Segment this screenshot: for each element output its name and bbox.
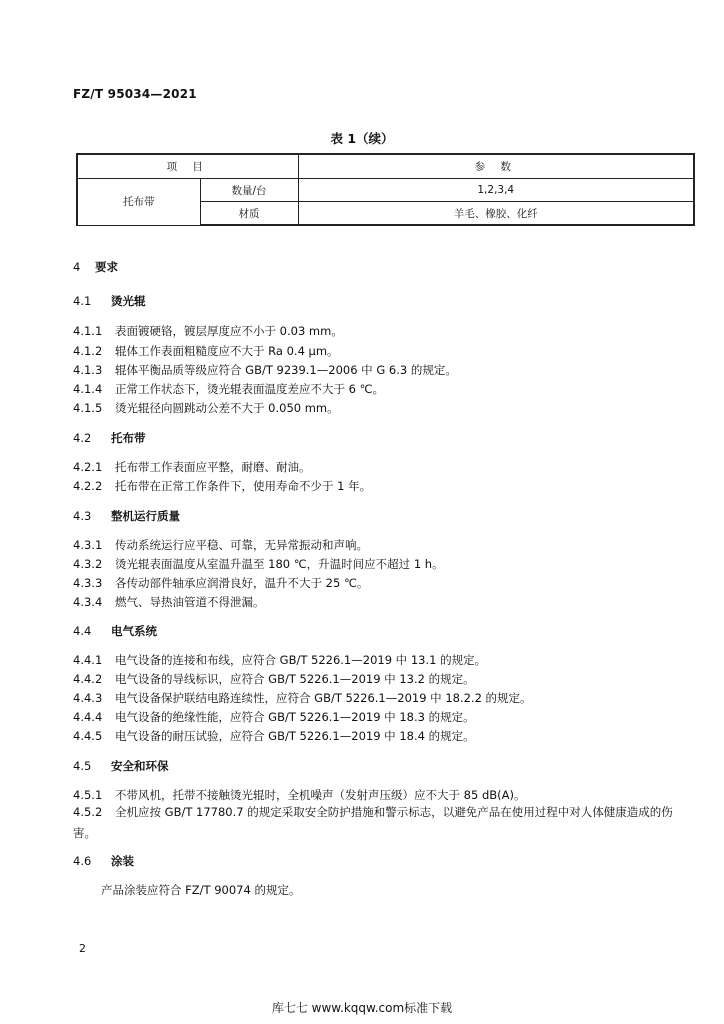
- clause: 4.1.2 辊体工作表面粗糙度应不大于 Ra 0.4 μm。: [73, 344, 339, 358]
- clause: 4.2.1 托布带工作表面应平整，耐磨、耐油。: [73, 460, 311, 474]
- clause-text: 产品涂装应符合 FZ/T 90074 的规定。: [101, 883, 301, 897]
- standard-number: FZ/T 95034—2021: [73, 87, 197, 101]
- clause: 4.1.4 正常工作状态下，烫光辊表面温度差应不大于 6 ℃。: [73, 382, 385, 396]
- section-heading: 4 要求: [73, 260, 118, 274]
- clause: 4.3.4 燃气、导热油管道不得泄漏。: [73, 595, 265, 609]
- header-item: 项 目: [77, 154, 298, 179]
- group-cell: 托布带: [77, 179, 200, 226]
- clause: 4.4.5 电气设备的耐压试验，应符合 GB/T 5226.1—2019 中 18.4 的规定。: [73, 729, 475, 743]
- clause: 4.3.3 各传动部件轴承应润滑良好，温升不大于 25 ℃。: [73, 576, 369, 590]
- clause: 4.2.2 托布带在正常工作条件下，使用寿命不少于 1 年。: [73, 479, 372, 493]
- clause: 4.3.2 烫光辊表面温度从室温升温至 180 ℃，升温时间应不超过 1 h。: [73, 557, 444, 571]
- clause: 4.5.2 全机应按 GB/T 17780.7 的规定采取安全防护措施和警示标志，以避免产品在使用过程中对人体健康造成的伤害。: [73, 805, 673, 840]
- row-value: 羊毛、橡胶、化纤: [298, 202, 694, 226]
- clause: 4.4.3 电气设备保护联结电路连续性，应符合 GB/T 5226.1—2019 中 18.2.2 的规定。: [73, 691, 532, 705]
- table-header-row: [77, 154, 694, 179]
- clause: 4.1.3 辊体平衡品质等级应符合 GB/T 9239.1—2006 中 G 6.3 的规定。: [73, 363, 457, 377]
- header-param: 参 数: [298, 154, 694, 179]
- subsection-heading: 4.4 电气系统: [73, 624, 157, 638]
- footer-watermark: 库七七 www.kqqw.com标准下载: [271, 1001, 453, 1015]
- row-value: 1,2,3,4: [298, 179, 694, 202]
- row-name: 数量/台: [200, 179, 298, 202]
- spec-table: [76, 153, 695, 226]
- clause: 4.4.4 电气设备的绝缘性能，应符合 GB/T 5226.1—2019 中 18.3 的规定。: [73, 710, 475, 724]
- subsection-heading: 4.1 烫光辊: [73, 294, 146, 308]
- row-name: 材质: [200, 202, 298, 226]
- clause: 4.1.5 烫光辊径向圆跳动公差不大于 0.050 mm。: [73, 401, 339, 415]
- table-row: [77, 179, 694, 202]
- clause: 4.4.1 电气设备的连接和布线，应符合 GB/T 5226.1—2019 中 13.1 的规定。: [73, 653, 487, 667]
- clause: 4.5.1 不带风机，托带不接触烫光辊时，全机噪声（发射声压级）应不大于 85 dB(A)。: [73, 788, 526, 802]
- subsection-heading: 4.6 涂装: [73, 854, 134, 868]
- subsection-heading: 4.5 安全和环保: [73, 759, 169, 773]
- clause: 4.3.1 传动系统运行应平稳、可靠，无异常振动和声响。: [73, 538, 368, 552]
- page-number: 2: [79, 942, 86, 955]
- clause: 4.1.1 表面镀硬铬，镀层厚度应不小于 0.03 mm。: [73, 324, 343, 338]
- clause: 4.4.2 电气设备的导线标识，应符合 GB/T 5226.1—2019 中 13.2 的规定。: [73, 672, 475, 686]
- table-caption: 表 1（续）: [330, 131, 394, 146]
- subsection-heading: 4.3 整机运行质量: [73, 509, 180, 523]
- subsection-heading: 4.2 托布带: [73, 431, 146, 445]
